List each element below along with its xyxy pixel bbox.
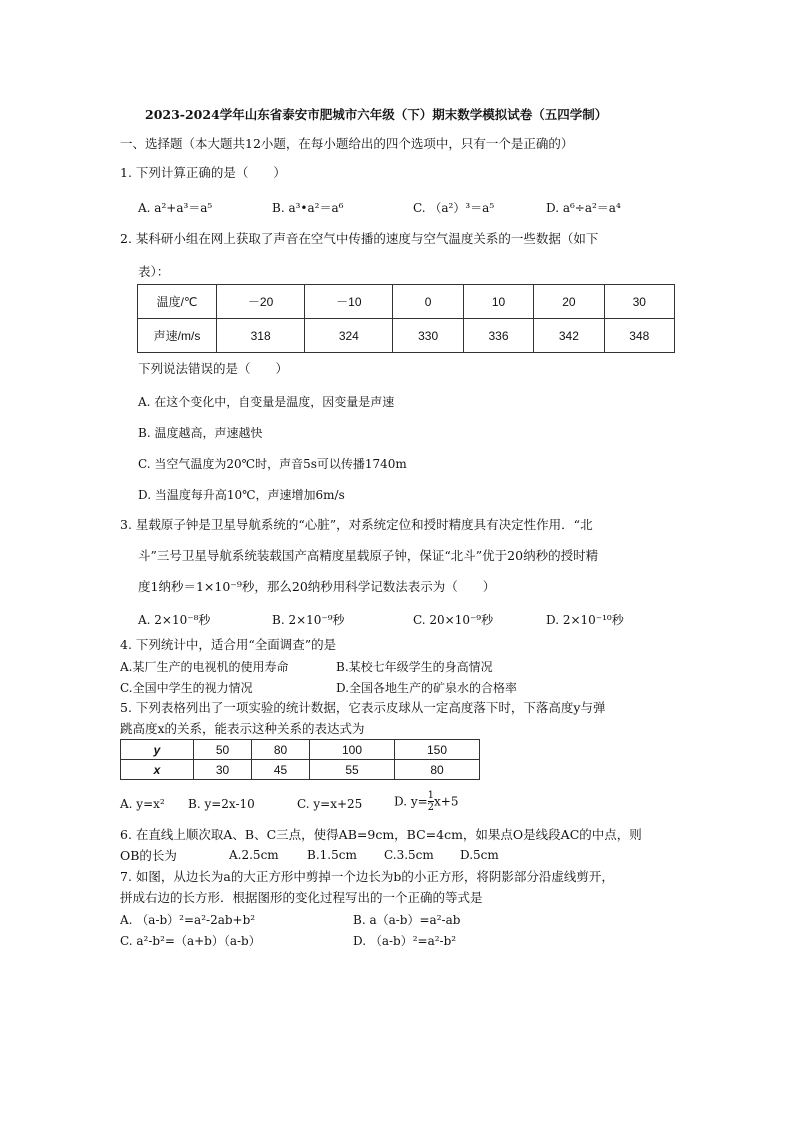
table-cell: x: [121, 760, 194, 780]
q2-option-a: A. 在这个变化中，自变量是温度，因变量是声速: [138, 395, 395, 409]
fraction-numerator: 1: [427, 790, 435, 801]
q1-option-c: C. （a²）³＝a⁵: [413, 201, 495, 215]
q4-option-b: B.某校七年级学生的身高情况: [336, 660, 493, 674]
q6-line2-lead: OB的长为: [120, 848, 177, 863]
table-cell: 100: [310, 740, 395, 760]
q3-option-c: C. 20×10⁻⁹秒: [413, 613, 494, 627]
table-cell: 30: [604, 285, 674, 319]
q1-option-d: D. a⁶÷a²＝a⁴: [546, 201, 621, 215]
q2-option-b: B. 温度越高，声速越快: [138, 426, 263, 440]
q5-data-table: [120, 739, 480, 780]
table-cell: 55: [310, 760, 395, 780]
q5-option-d-lead: D. y=: [394, 794, 428, 809]
q7-option-a: A. （a-b）²=a²-2ab+b²: [120, 913, 256, 927]
q2-option-d: D. 当温度每升高10℃，声速增加6m/s: [138, 488, 345, 502]
q5-option-b: B. y=2x-10: [188, 797, 255, 811]
table-cell: 348: [604, 319, 674, 353]
table-cell: 声速/m/s: [138, 319, 217, 353]
page-title: 2023-2024学年山东省泰安市肥城市六年级（下）期末数学模拟试卷（五四学制）: [145, 107, 608, 122]
table-cell: 150: [395, 740, 480, 760]
q5-line1: 5. 下列表格列出了一项实验的统计数据，它表示皮球从一定高度落下时，下落高度y与弹: [120, 700, 606, 715]
q5-option-d: [394, 790, 459, 813]
q7-line2: 拼成右边的长方形．根据图形的变化过程写出的一个正确的等式是: [120, 890, 483, 905]
table-cell: y: [121, 740, 194, 760]
q2-option-c: C. 当空气温度为20℃时，声音5s可以传播1740m: [138, 457, 407, 471]
table-cell: －10: [305, 285, 393, 319]
q3-line1: 3. 星载原子钟是卫星导航系统的“心脏”，对系统定位和授时精度具有决定性作用．“北: [120, 517, 593, 532]
q6-option-b: B.1.5cm: [307, 848, 357, 862]
q5-option-d-tail: x+5: [434, 794, 459, 809]
q6-option-a: A.2.5cm: [229, 848, 279, 862]
q4-stem: 4. 下列统计中，适合用“全面调查”的是: [120, 637, 337, 652]
table-cell: 324: [305, 319, 393, 353]
table-row: [121, 760, 480, 780]
table-row: [138, 285, 675, 319]
q1-option-a: A. a²+a³＝a⁵: [138, 201, 213, 215]
q7-option-d: D. （a-b）²=a²-b²: [353, 934, 457, 948]
table-cell: 80: [395, 760, 480, 780]
table-cell: 80: [252, 740, 310, 760]
table-cell: 20: [534, 285, 604, 319]
q3-line2: 斗”三号卫星导航系统装载国产高精度星载原子钟，保证“北斗”优于20纳秒的授时精: [138, 548, 599, 563]
q2-stem-line1: 2. 某科研小组在网上获取了声音在空气中传播的速度与空气温度关系的一些数据（如下: [120, 231, 599, 246]
q2-prompt: 下列说法错误的是（ ）: [138, 361, 289, 376]
q6-option-c: C.3.5cm: [384, 848, 434, 862]
table-cell: 330: [393, 319, 463, 353]
q3-option-a: A. 2×10⁻⁸秒: [138, 613, 211, 627]
table-cell: －20: [217, 285, 305, 319]
q6-line1: 6. 在直线上顺次取A、B、C三点，使得AB=9cm，BC=4cm，如果点O是线段AC的中点，则: [120, 827, 642, 842]
q7-option-b: B. a（a-b）=a²-ab: [353, 913, 461, 927]
table-cell: 336: [463, 319, 533, 353]
q7-option-c: C. a²-b²=（a+b）（a-b）: [120, 934, 261, 948]
table-cell: 50: [194, 740, 252, 760]
section-heading: 一、选择题（本大题共12小题，在每小题给出的四个选项中，只有一个是正确的）: [120, 136, 574, 151]
q5-option-a: A. y=x²: [120, 797, 165, 811]
q3-line3: 度1纳秒＝1×10⁻⁹秒，那么20纳秒用科学记数法表示为（ ）: [138, 579, 496, 594]
table-cell: 342: [534, 319, 604, 353]
q4-option-d: D.全国各地生产的矿泉水的合格率: [336, 681, 518, 695]
q1-option-b: B. a³•a²＝a⁶: [272, 201, 344, 215]
q5-line2: 跳高度x的关系，能表示这种关系的表达式为: [120, 721, 365, 736]
q4-option-c: C.全国中学生的视力情况: [120, 681, 253, 695]
table-row: [121, 740, 480, 760]
table-cell: 10: [463, 285, 533, 319]
q3-option-b: B. 2×10⁻⁹秒: [272, 613, 345, 627]
q5-option-c: C. y=x+25: [297, 797, 363, 811]
q6-option-d: D.5cm: [460, 848, 499, 862]
q3-option-d: D. 2×10⁻¹⁰秒: [546, 613, 624, 627]
q4-option-a: A.某厂生产的电视机的使用寿命: [120, 660, 289, 674]
table-row: [138, 319, 675, 353]
table-cell: 318: [217, 319, 305, 353]
table-cell: 温度/℃: [138, 285, 217, 319]
table-cell: 30: [194, 760, 252, 780]
table-cell: 0: [393, 285, 463, 319]
q7-line1: 7. 如图，从边长为a的大正方形中剪掉一个边长为b的小正方形，将阴影部分沿虚线剪开，: [120, 869, 614, 884]
fraction-denominator: 2: [427, 802, 435, 813]
q1-stem: 1. 下列计算正确的是（ ）: [120, 165, 286, 180]
q2-data-table: [137, 284, 675, 353]
table-cell: 45: [252, 760, 310, 780]
q2-stem-line2: 表）：: [138, 264, 170, 279]
